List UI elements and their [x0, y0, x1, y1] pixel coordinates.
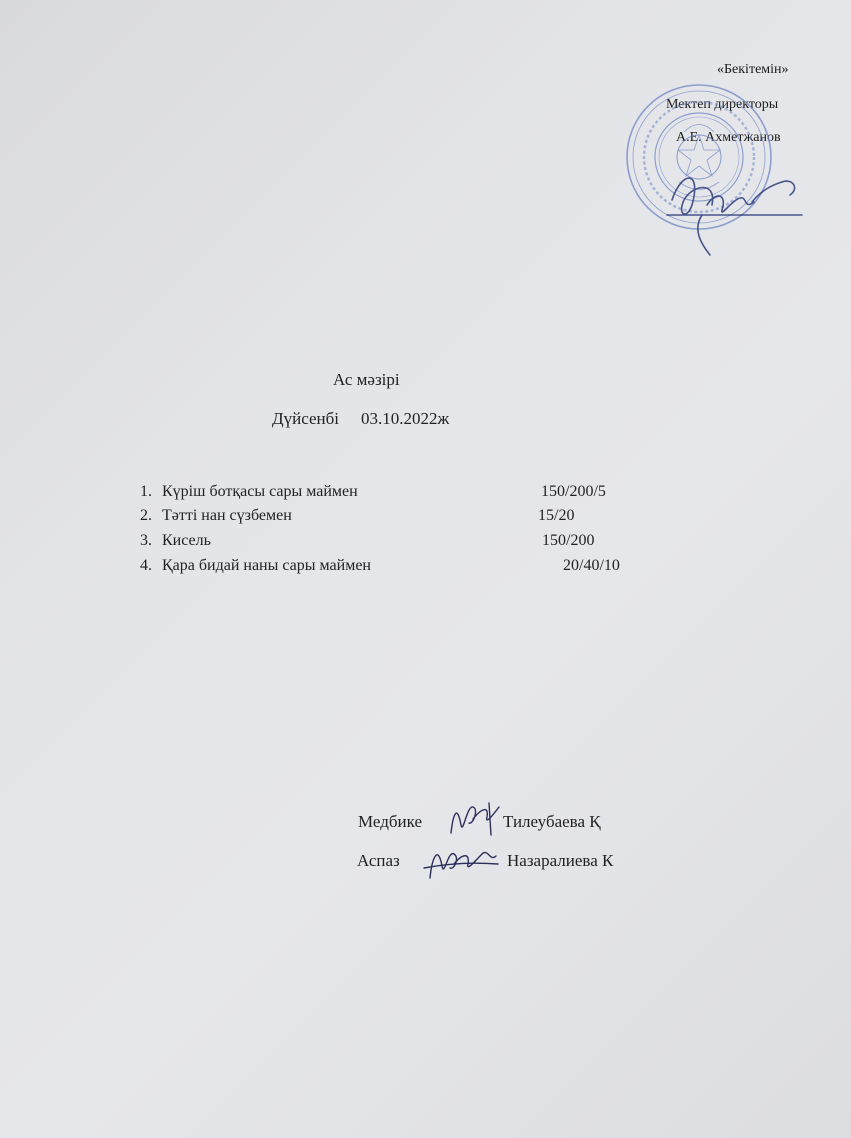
- medbike-signature: [443, 795, 503, 840]
- medbike-name: Тилеубаева Қ: [503, 812, 601, 831]
- aspaz-label: Аспаз: [357, 851, 400, 870]
- approval-name: А.Е. Ахметжанов: [676, 130, 781, 145]
- approval-position: Мектеп директоры: [666, 97, 779, 112]
- aspaz-name: Назаралиева К: [507, 851, 614, 870]
- date-label: 03.10.2022ж: [360, 409, 450, 428]
- medbike-label: Медбике: [358, 812, 422, 831]
- aspaz-signature: [420, 838, 500, 886]
- approval-title: «Бекітемін»: [717, 62, 789, 77]
- menu-item-name: Кисель: [162, 532, 211, 549]
- menu-item-name: Тәтті нан сүзбемен: [162, 507, 292, 524]
- menu-item-number: 3.: [140, 532, 152, 549]
- menu-title: Ас мәзірі: [333, 370, 400, 389]
- menu-item-portion: 150/200/5: [541, 483, 606, 500]
- menu-item-number: 4.: [140, 557, 152, 574]
- menu-item-portion: 15/20: [538, 507, 575, 524]
- director-signature: [662, 160, 812, 260]
- menu-item-number: 2.: [140, 507, 152, 524]
- menu-item-number: 1.: [140, 483, 152, 500]
- day-label: Дүйсенбі: [272, 409, 339, 428]
- menu-item-portion: 20/40/10: [563, 557, 620, 574]
- menu-item-name: Күріш ботқасы сары маймен: [162, 483, 358, 500]
- menu-item-portion: 150/200: [542, 532, 595, 549]
- menu-item-name: Қара бидай наны сары маймен: [162, 557, 371, 574]
- day-date-line: [272, 409, 449, 429]
